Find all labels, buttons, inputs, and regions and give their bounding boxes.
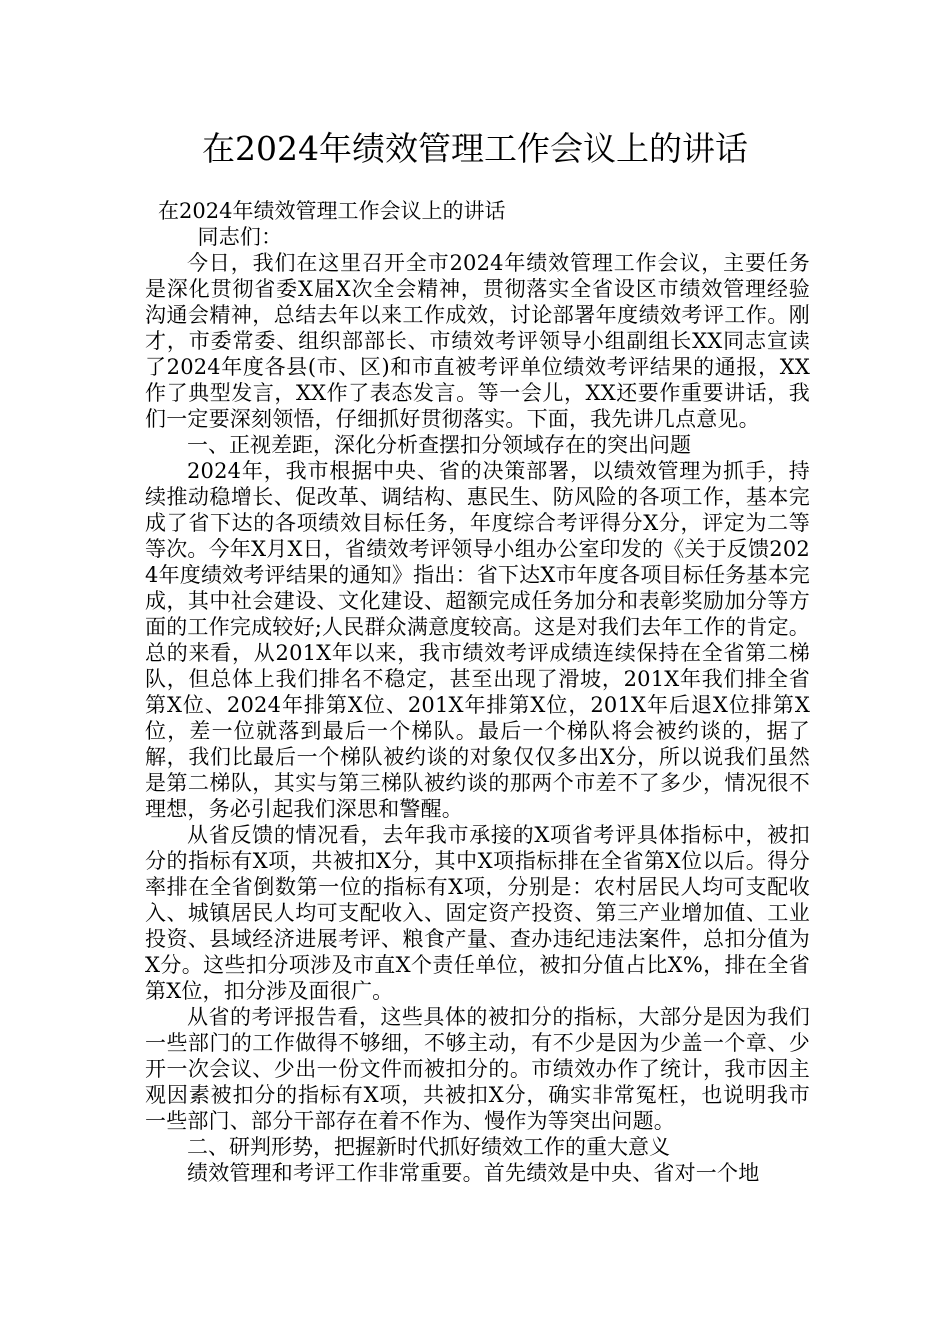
section-2-paragraph-1: 绩效管理和考评工作非常重要。首先绩效是中央、省对一个地: [187, 1161, 760, 1185]
section-1-paragraph-1: 2024年，我市根据中央、省的决策部署，以绩效管理为抓手，持续推动稳增长、促改革、调结构、惠民生、防风险的各项工作，基本完成了省下达的各项绩效目标任务，年度综合考评得分X分，评定为二等等次。今年X月X日，省绩效考评领导小组办公室印发的《关于反馈2024年度绩效考评结果的通知》指出：省下达X市年度各项目标任务基本完成，其中社会建设、文化建设、超额完成任务加分和表彰奖励加分等方面的工作完成较好;人民群众满意度较高。这是对我们去年工作的肯定。总的来看，从201X年以来，我市绩效考评成绩连续保持在全省第二梯队，但总体上我们排名不稳定，甚至出现了滑坡，201X年我们排全省第X位、2024年排第X位、201X年排第X位，201X年后退X位排第X位，差一位就落到最后一个梯队。最后一个梯队将会被约谈的，据了解，我们比最后一个梯队被约谈的对象仅仅多出X分，所以说我们虽然是第二梯队，其实与第三梯队被约谈的那两个市差不了多少，情况很不理想，务必引起我们深思和警醒。: [145, 459, 810, 821]
section-1-paragraph-3: 从省的考评报告看，这些具体的被扣分的指标，大部分是因为我们一些部门的工作做得不够细，不够主动，有不少是因为少盖一个章、少开一次会议、少出一份文件而被扣分的。市绩效办作了统计，我市因主观因素被扣分的指标有X项，共被扣X分，确实非常冤枉，也说明我市一些部门、部分干部存在着不作为、慢作为等突出问题。: [145, 1005, 810, 1133]
document-title: 在2024年绩效管理工作会议上的讲话: [202, 129, 748, 168]
greeting: 同志们：: [197, 225, 283, 249]
document-subtitle: 在2024年绩效管理工作会议上的讲话: [158, 199, 506, 223]
intro-paragraph: 今日，我们在这里召开全市2024年绩效管理工作会议，主要任务是深化贯彻省委X届X次全会精神，贯彻落实全省设区市绩效管理经验沟通会精神，总结去年以来工作成效，讨论部署年度绩效考评工作。刚才，市委常委、组织部部长、市绩效考评领导小组副组长XX同志宣读了2024年度各县(市、区)和市直被考评单位绩效考评结果的通报，XX作了典型发言，XX作了表态发言。等一会儿，XX还要作重要讲话，我们一定要深刻领悟，仔细抓好贯彻落实。下面，我先讲几点意见。: [145, 251, 810, 431]
section-1-heading: 一、正视差距，深化分析查摆扣分领域存在的突出问题: [187, 433, 691, 457]
document-body: [145, 198, 810, 1186]
section-1-paragraph-2: 从省反馈的情况看，去年我市承接的X项省考评具体指标中，被扣分的指标有X项，共被扣X分，其中X项指标排在全省第X位以后。得分率排在全省倒数第一位的指标有X项，分别是：农村居民人均可支配收入、城镇居民人均可支配收入、固定资产投资、第三产业增加值、工业投资、县域经济进展考评、粮食产量、查办违纪违法案件，总扣分值为X分。这些扣分项涉及市直X个责任单位，被扣分值占比X%，排在全省第X位，扣分涉及面很广。: [145, 823, 810, 1003]
section-2-heading: 二、研判形势，把握新时代抓好绩效工作的重大意义: [187, 1135, 670, 1159]
